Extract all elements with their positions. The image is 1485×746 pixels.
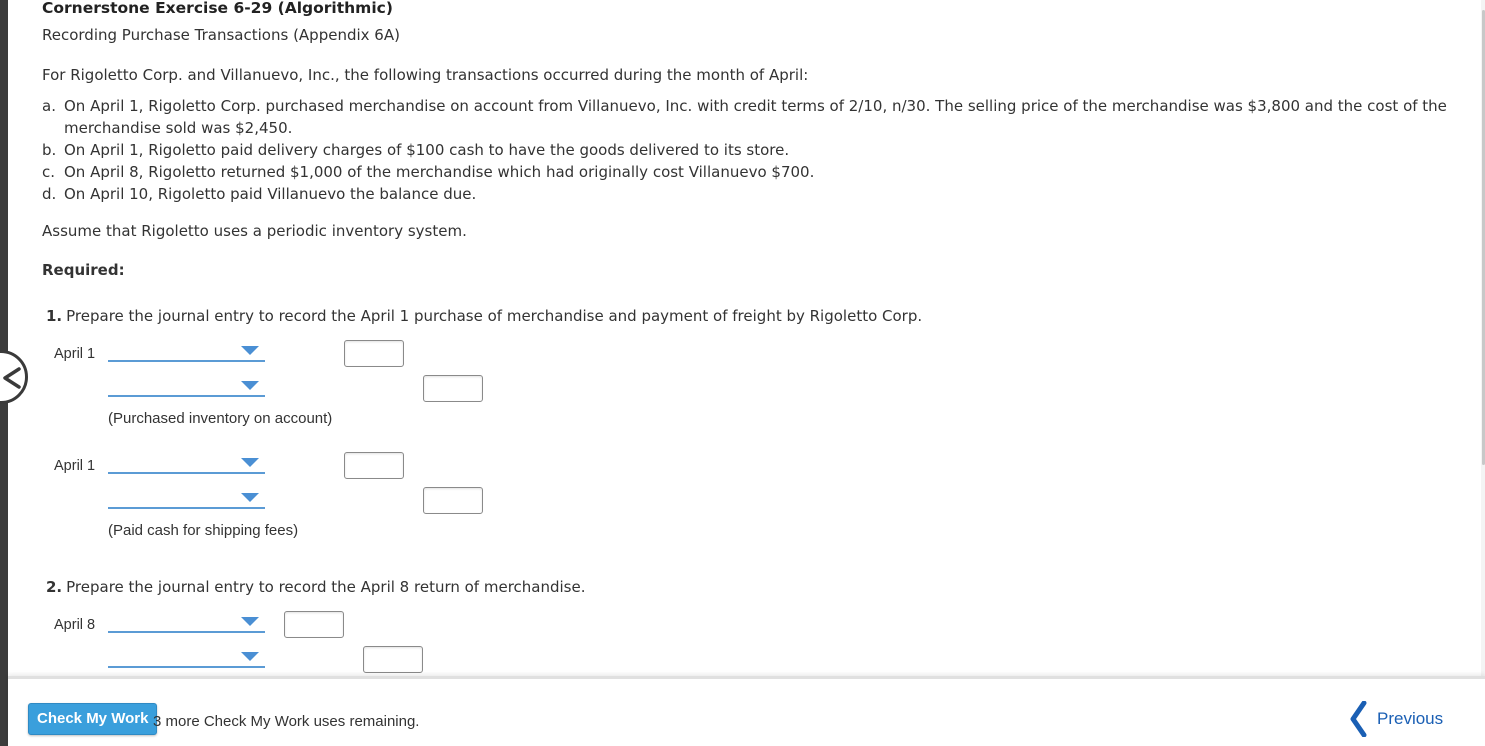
dropdown-arrow-icon (241, 346, 259, 355)
credit-amount-input[interactable] (363, 646, 423, 673)
dropdown-arrow-icon (241, 381, 259, 390)
debit-account-dropdown[interactable] (108, 613, 265, 633)
problem-intro: For Rigoletto Corp. and Villanuevo, Inc., the following transactions occurred during the month of April: (42, 66, 809, 84)
transaction-a (42, 97, 1447, 115)
requirement-number: 2. (46, 578, 63, 596)
credit-amount-input[interactable] (423, 487, 483, 514)
assumption-text: Assume that Rigoletto uses a periodic inventory system. (42, 222, 467, 240)
required-heading: Required: (42, 261, 125, 279)
check-my-work-button[interactable]: Check My Work (28, 703, 157, 735)
entry-date: April 1 (54, 458, 96, 474)
debit-amount-input[interactable] (344, 452, 404, 479)
dropdown-arrow-icon (241, 617, 259, 626)
entry-date: April 8 (54, 617, 96, 633)
credit-account-dropdown[interactable] (108, 377, 265, 397)
transaction-a-continued: merchandise sold was $2,450. (64, 119, 293, 137)
requirement-1 (46, 307, 922, 325)
debit-amount-input[interactable] (344, 340, 404, 367)
scrollbar-track[interactable] (1481, 0, 1485, 676)
requirement-text: Prepare the journal entry to record the April 1 purchase of merchandise and payment of freight by Rigoletto Corp. (66, 307, 923, 325)
requirement-2 (46, 578, 586, 596)
requirement-text: Prepare the journal entry to record the April 8 return of merchandise. (66, 578, 586, 596)
chevron-left-icon (1348, 701, 1370, 737)
debit-account-dropdown[interactable] (108, 342, 265, 362)
debit-amount-input[interactable] (284, 611, 344, 638)
transaction-c (42, 163, 814, 181)
entry-note: (Purchased inventory on account) (108, 410, 333, 427)
dropdown-arrow-icon (241, 493, 259, 502)
exercise-subtitle: Recording Purchase Transactions (Appendix 6A) (42, 26, 400, 44)
entry-note: (Paid cash for shipping fees) (108, 522, 299, 539)
transaction-label: a. (42, 97, 56, 115)
transaction-label: d. (42, 185, 57, 203)
credit-account-dropdown[interactable] (108, 648, 265, 668)
exercise-title: Cornerstone Exercise 6-29 (Algorithmic) (42, 0, 393, 17)
remaining-uses-text: 3 more Check My Work uses remaining. (153, 713, 420, 730)
transaction-b (42, 141, 789, 159)
previous-label: Previous (1377, 709, 1444, 728)
requirement-number: 1. (46, 307, 63, 325)
transaction-text: On April 8, Rigoletto returned $1,000 of the merchandise which had originally cost Villanuevo $700. (64, 163, 815, 181)
transaction-text: On April 10, Rigoletto paid Villanuevo the balance due. (64, 185, 477, 203)
transaction-label: c. (42, 163, 56, 181)
transaction-label: b. (42, 141, 57, 159)
footer-bar (8, 676, 1485, 746)
transaction-text: On April 1, Rigoletto Corp. purchased merchandise on account from Villanuevo, Inc. with credit terms of 2/10, n/30. The selling price of the merchandise was $3,800 and the cost of the (64, 97, 1447, 115)
dropdown-arrow-icon (241, 458, 259, 467)
transaction-text: On April 1, Rigoletto paid delivery charges of $100 cash to have the goods delivered to its store. (64, 141, 790, 159)
credit-account-dropdown[interactable] (108, 489, 265, 509)
dropdown-arrow-icon (241, 652, 259, 661)
debit-account-dropdown[interactable] (108, 454, 265, 474)
entry-date: April 1 (54, 346, 96, 362)
chevron-left-icon (1, 366, 23, 390)
credit-amount-input[interactable] (423, 375, 483, 402)
transaction-d (42, 185, 476, 203)
